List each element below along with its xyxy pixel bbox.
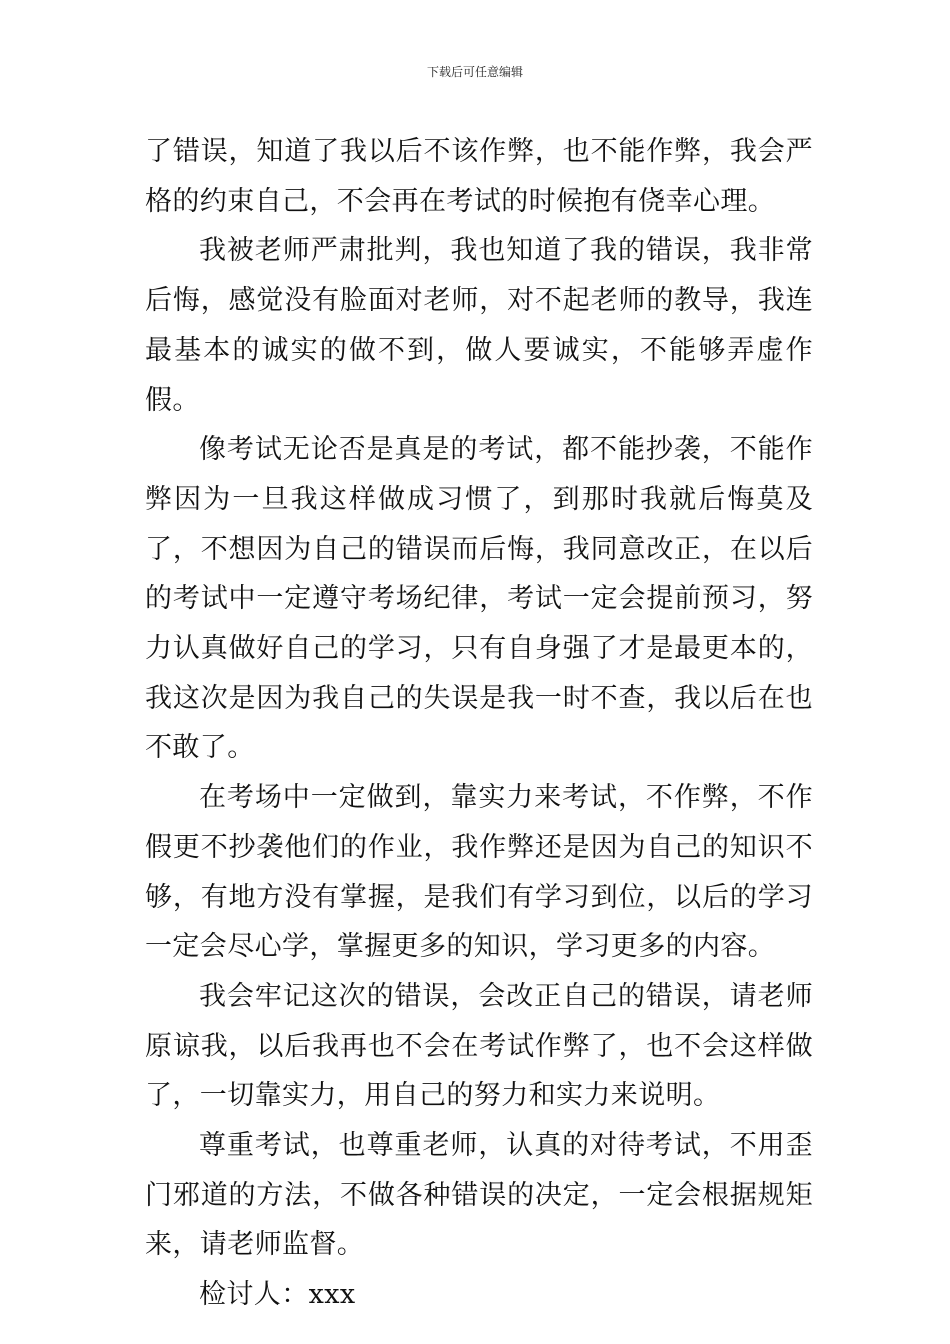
signature-line: 检讨人：xxx	[199, 1279, 356, 1311]
paragraph-4: 在考场中一定做到，靠实力来考试，不作弊，不作假更不抄袭他们的作业，我作弊还是因为自己的知识不够，有地方没有掌握，是我们有学习到位，以后的学习一定会尽心学，掌握更多的知识，学习更多的内容。	[145, 782, 813, 963]
document-body	[145, 127, 813, 1320]
paragraph-2: 我被老师严肃批判，我也知道了我的错误，我非常后悔，感觉没有脸面对老师，对不起老师的教导，我连最基本的诚实的做不到，做人要诚实，不能够弄虚作假。	[145, 235, 813, 416]
paragraph-3: 像考试无论否是真是的考试，都不能抄袭，不能作弊因为一旦我这样做成习惯了，到那时我就后悔莫及了，不想因为自己的错误而后悔，我同意改正，在以后的考试中一定遵守考场纪律，考试一定会提前预习，努力认真做好自己的学习，只有自身强了才是最更本的，我这次是因为我自己的失误是我一时不查，我以后在也不敢了。	[145, 434, 813, 764]
paragraph-5: 我会牢记这次的错误，会改正自己的错误，请老师原谅我，以后我再也不会在考试作弊了，也不会这样做了，一切靠实力，用自己的努力和实力来说明。	[145, 980, 813, 1112]
paragraph-1: 了错误，知道了我以后不该作弊，也不能作弊，我会严格的约束自己，不会再在考试的时候抱有侥幸心理。	[145, 136, 813, 217]
paragraph-6: 尊重考试，也尊重老师，认真的对待考试，不用歪门邪道的方法，不做各种错误的决定，一定会根据规矩来，请老师监督。	[145, 1130, 813, 1261]
page-header-note: 下载后可任意编辑	[426, 65, 523, 79]
